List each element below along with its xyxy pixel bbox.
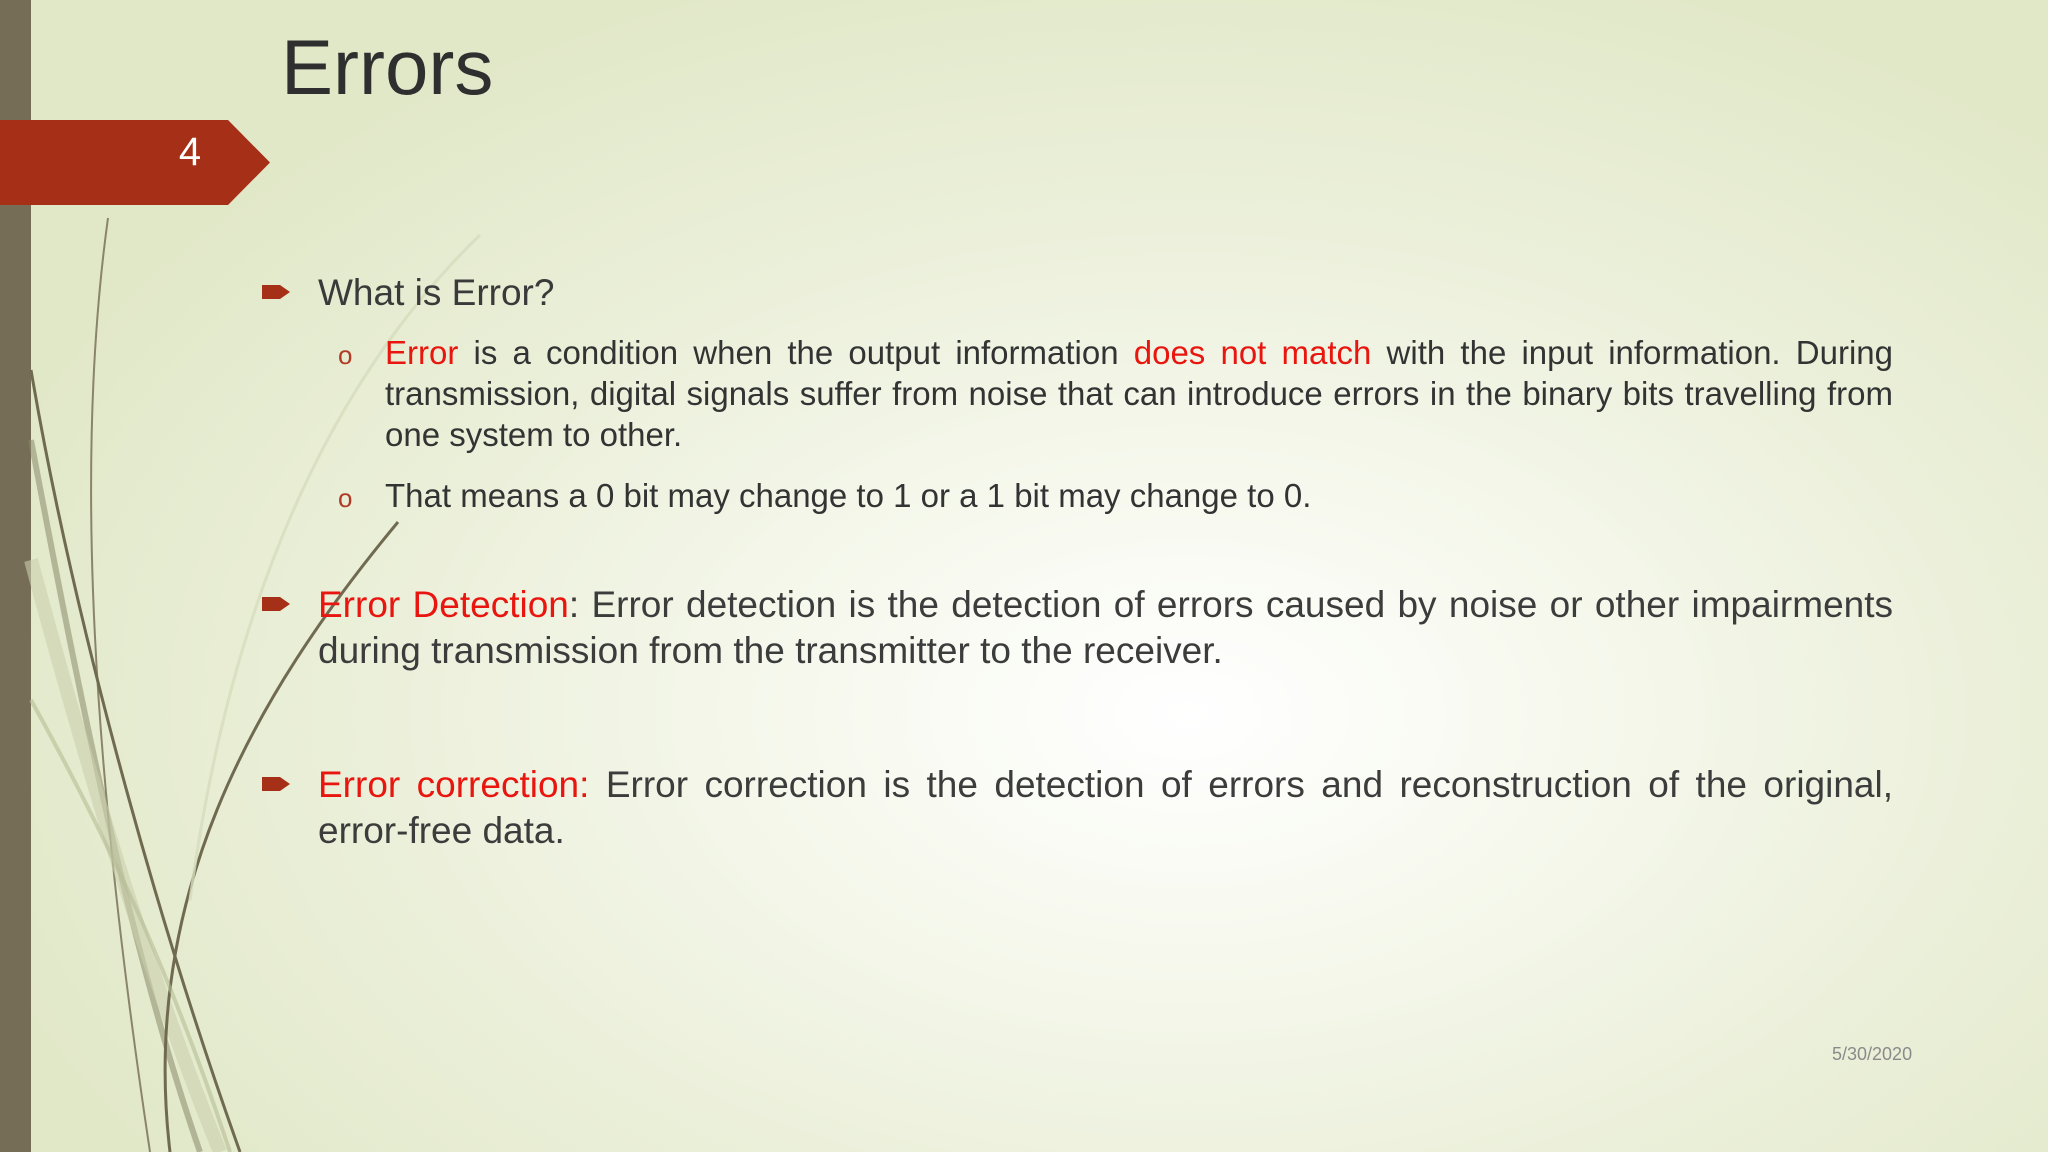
bullet-text: Error correction is the detection of errors and reconstruction of the original, error-free data.	[318, 764, 1893, 851]
highlight-error-detection: Error Detection	[318, 584, 569, 625]
sub-text-part1: is a condition when the output information	[458, 334, 1134, 371]
sub-text-part2: with the input information. During transmission, digital signals suffer from noise that can introduce errors in the binary bits travelling from one system to other.	[385, 334, 1893, 453]
bullet-what-is-error	[318, 270, 1893, 316]
page-number: 4	[178, 130, 202, 174]
bullet-error-correction	[318, 762, 1893, 854]
slide-title: Errors	[281, 23, 494, 111]
circle-bullet-icon: o	[338, 340, 353, 370]
sub-text: That means a 0 bit may change to 1 or a 1 bit may change to 0.	[385, 477, 1312, 514]
sub-bullet-error-definition	[338, 332, 1893, 455]
circle-bullet-icon: o	[338, 483, 353, 513]
slide-date: 5/30/2020	[1832, 1044, 1913, 1064]
bullet-error-detection	[318, 582, 1893, 674]
bullet-text: : Error detection is the detection of errors caused by noise or other impairments during transmission from the transmitter to the receiver.	[318, 584, 1893, 671]
arrow-bullet-icon	[262, 774, 292, 794]
slide-content	[318, 270, 1893, 854]
arrow-bullet-icon	[262, 594, 292, 614]
highlight-error: Error	[385, 334, 459, 371]
bullet-text: What is Error?	[318, 272, 555, 313]
arrow-bullet-icon	[262, 282, 292, 302]
highlight-error-correction: Error correction:	[318, 764, 590, 805]
sub-bullet-bit-change	[338, 475, 1893, 516]
highlight-does-not-match: does not match	[1133, 334, 1372, 371]
